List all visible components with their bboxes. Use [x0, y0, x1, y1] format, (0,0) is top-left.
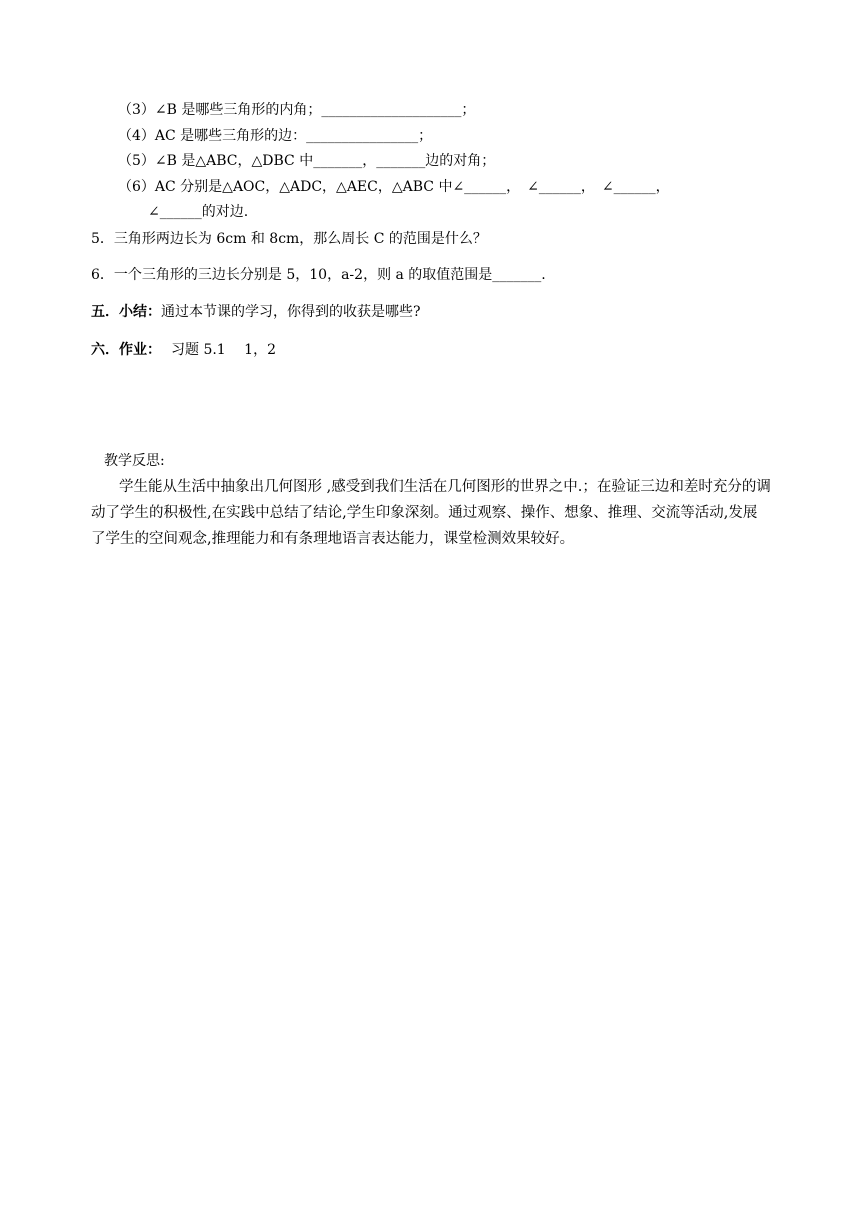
summary-heading: 五．小结： — [91, 304, 161, 320]
question-6-line-2: ∠______的对边. — [148, 204, 249, 220]
summary-section — [91, 302, 421, 322]
question-3: （3）∠B 是哪些三角形的内角；____________________； — [118, 102, 476, 118]
homework-heading: 六．作业： — [91, 342, 161, 358]
homework-section — [91, 340, 276, 360]
reflection-body — [91, 474, 771, 552]
problem-5: 5．三角形两边长为 6cm 和 8cm，那么周长 C 的范围是什么？ — [91, 231, 487, 247]
question-5: （5）∠B 是△ABC，△DBC 中_______，_______边的对角； — [118, 153, 496, 169]
reflection-title: 教学反思: — [104, 453, 165, 469]
question-4: （4）AC 是哪些三角形的边：________________； — [118, 128, 433, 144]
homework-text: 习题 5.1 1，2 — [171, 342, 276, 358]
question-6-line-1: （6）AC 分别是△AOC，△ADC，△AEC，△ABC 中∠______， ∠______， ∠______， — [118, 179, 670, 195]
summary-text: 通过本节课的学习，你得到的收获是哪些? — [161, 304, 421, 320]
problem-6: 6．一个三角形的三边长分别是 5，10，a-2，则 a 的取值范围是_______. — [91, 267, 546, 283]
reflection-paragraph: 学生能从生活中抽象出几何图形 ,感受到我们生活在几何图形的世界之中.；在验证三边和差时充分的调动了学生的积极性,在实践中总结了结论,学生印象深刻。通过观察、操作、想象、推理、交流等活动,发展了学生的空间观念,推理能力和有条理地语言表达能力，课堂检测效果较好。 — [91, 479, 771, 547]
